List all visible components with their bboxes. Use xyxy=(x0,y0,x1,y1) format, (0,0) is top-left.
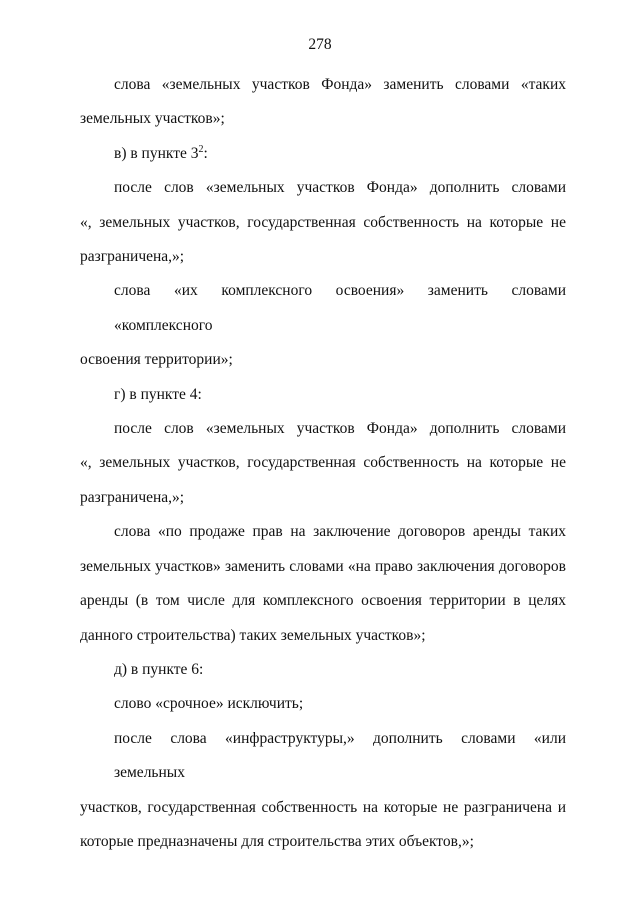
paragraph-3 xyxy=(80,171,566,274)
paragraph-line: освоения территории»; xyxy=(80,351,233,369)
paragraph-line: участков, государственная собственность на которые не разграничена и xyxy=(80,798,566,816)
point-superscript: 2 xyxy=(198,143,204,155)
paragraph-line: слова «по продаже прав на заключение договоров аренды таких xyxy=(114,523,566,541)
paragraph-line xyxy=(80,137,566,171)
paragraph-line: разграничена,»; xyxy=(80,248,185,266)
paragraph-line: слова «земельных участков Фонда» заменить словами «таких xyxy=(114,76,566,93)
paragraph-5 xyxy=(80,378,566,412)
paragraph-4 xyxy=(80,274,566,377)
paragraph-line: г) в пункте 4: xyxy=(114,385,202,403)
paragraph-line: слово «срочное» исключить; xyxy=(114,695,304,713)
point-reference-text: в) в пункте 3 xyxy=(114,144,199,162)
paragraph-line: после слова «инфраструктуры,» дополнить словами «или земельных xyxy=(114,729,566,782)
paragraph-8 xyxy=(80,653,566,687)
point-reference-colon: : xyxy=(203,144,208,162)
paragraph-line: после слов «земельных участков Фонда» дополнить словами xyxy=(114,420,566,438)
paragraph-line: аренды (в том числе для комплексного освоения территории в целях xyxy=(80,592,566,610)
paragraph-line: земельных участков»; xyxy=(80,110,225,128)
paragraph-9 xyxy=(80,687,566,721)
paragraph-line: которые предназначены для строительства этих объектов,»; xyxy=(80,832,474,850)
paragraph-line: данного строительства) таких земельных участков»; xyxy=(80,626,426,644)
paragraph-line: слова «их комплексного освоения» заменить словами «комплексного xyxy=(114,282,566,334)
paragraph-line: д) в пункте 6: xyxy=(114,660,204,678)
page-number: 278 xyxy=(308,36,332,53)
paragraph-line: земельных участков» заменить словами «на право заключения договоров xyxy=(80,557,566,575)
paragraph-line: «, земельных участков, государственная собственность на которые не xyxy=(80,454,566,472)
paragraph-line: разграничена,»; xyxy=(80,488,185,506)
paragraph-10 xyxy=(80,722,566,860)
paragraph-line: после слов «земельных участков Фонда» дополнить словами xyxy=(114,179,566,197)
paragraph-7 xyxy=(80,515,566,653)
paragraph-6 xyxy=(80,412,566,515)
paragraph-1 xyxy=(80,68,566,137)
paragraph-2 xyxy=(80,137,566,171)
document-body xyxy=(80,68,566,859)
paragraph-line: «, земельных участков, государственная собственность на которые не xyxy=(80,213,566,231)
